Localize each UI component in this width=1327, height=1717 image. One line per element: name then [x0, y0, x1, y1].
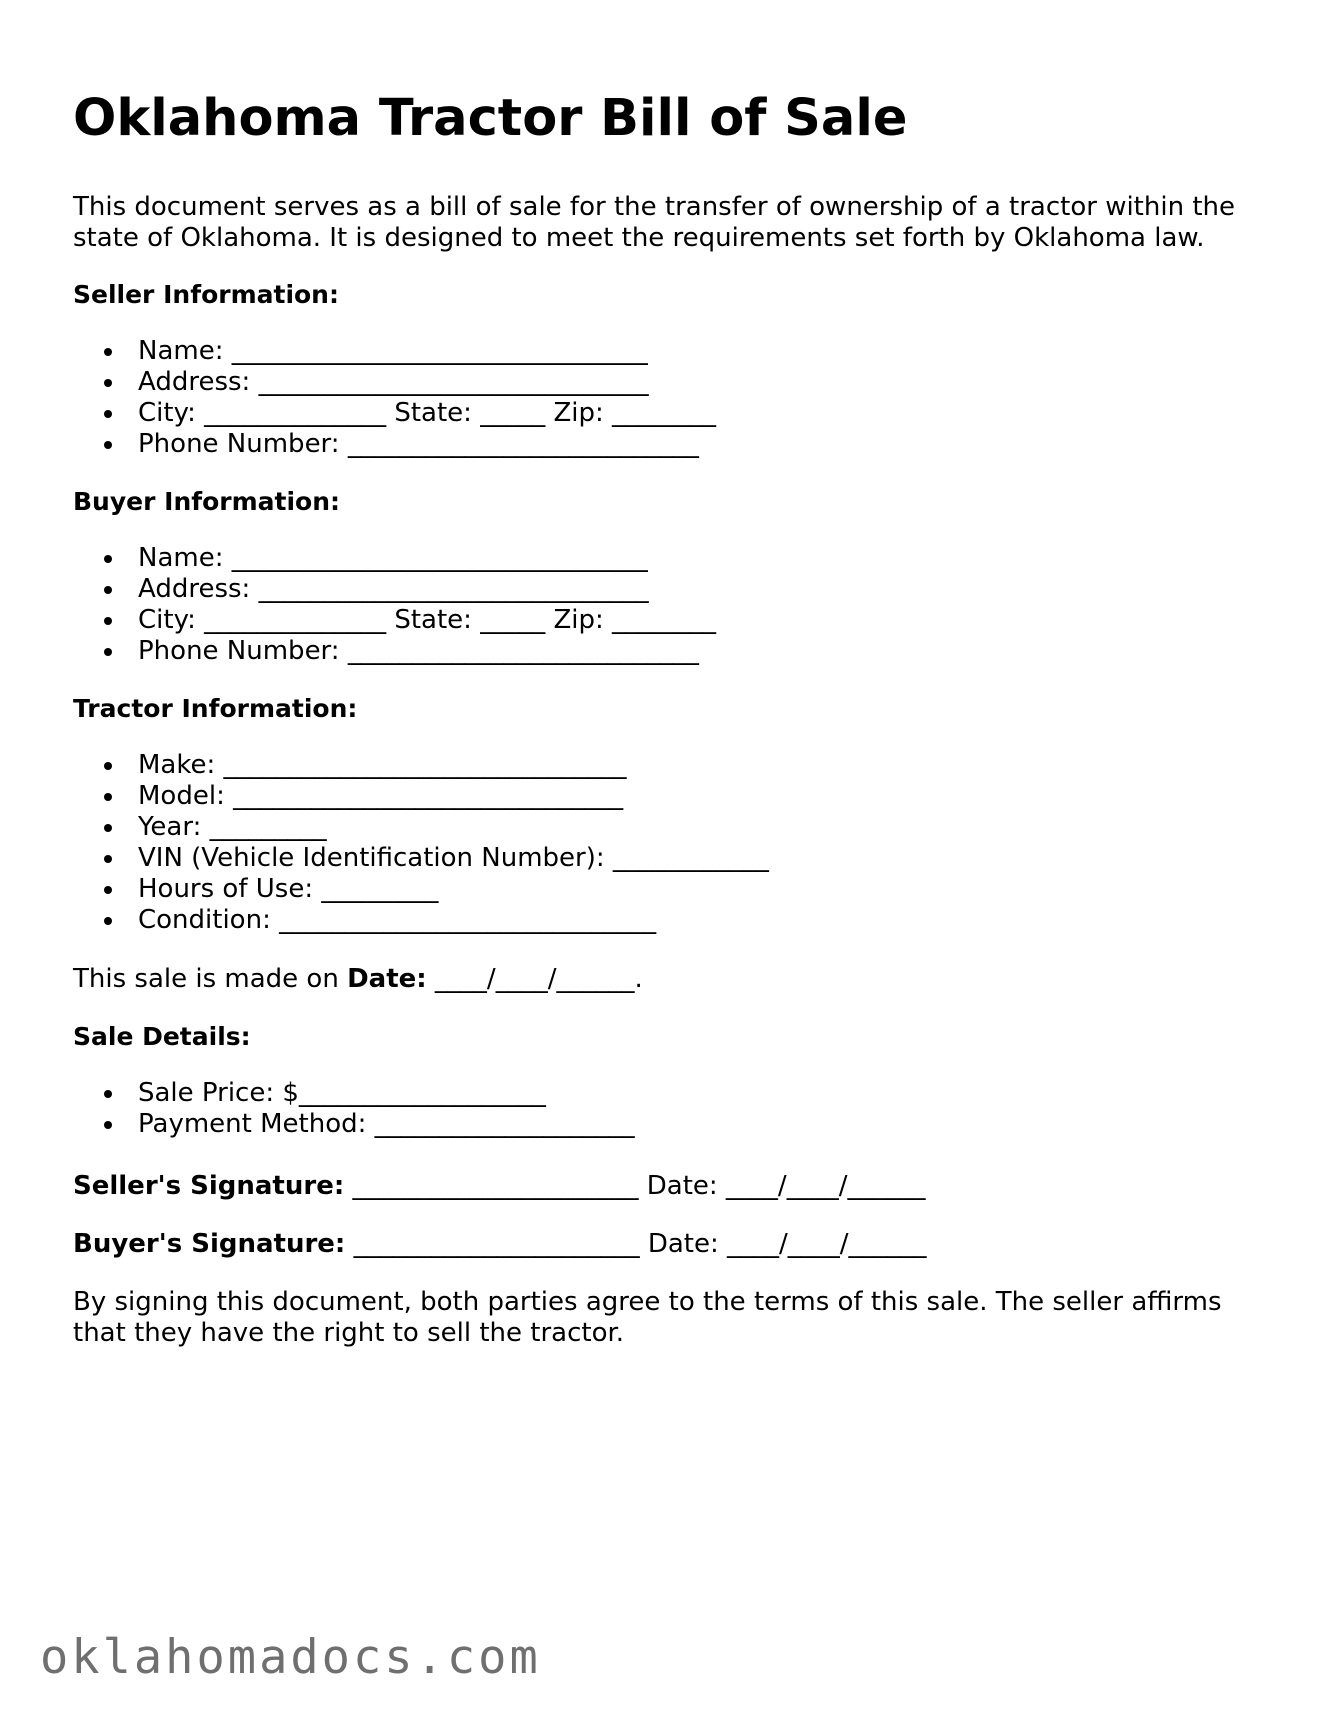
buyer-city-state-zip-field[interactable]: City: ______________ State: _____ Zip: ________ [138, 605, 717, 635]
seller-signature-field[interactable]: ______________________ Date: ____/____/______ [344, 1171, 926, 1201]
sale-date-field[interactable]: ____/____/______. [426, 964, 643, 994]
tractor-model-field[interactable]: Model: ______________________________ [138, 781, 769, 812]
tractor-fields-list [73, 750, 769, 936]
intro-paragraph: This document serves as a bill of sale for the transfer of ownership of a tractor within the state of Oklahoma. It is designed to meet the requirements set forth by Oklahoma law. [73, 192, 1235, 253]
payment-method-field[interactable]: Payment Method: ____________________ [138, 1109, 635, 1139]
buyer-signature-line [73, 1229, 927, 1260]
tractor-year-field[interactable]: Year: _________ [138, 812, 769, 843]
sale-date-prefix: This sale is made on [73, 964, 348, 994]
watermark: oklahomadocs.com [40, 1630, 541, 1685]
seller-signature-label: Seller's Signature: [73, 1171, 345, 1201]
seller-name-field[interactable]: Name: ________________________________ [138, 336, 716, 367]
tractor-hours-field[interactable]: Hours of Use: _________ [138, 874, 769, 905]
buyer-signature-label: Buyer's Signature: [73, 1229, 346, 1259]
sale-date-label: Date: [347, 964, 427, 994]
closing-paragraph: By signing this document, both parties agree to the terms of this sale. The seller affirms that they have the right to sell the tractor. [73, 1287, 1222, 1348]
tractor-heading: Tractor Information: [73, 694, 358, 723]
buyer-address-field[interactable]: Address: ______________________________ [138, 574, 716, 605]
buyer-phone-field[interactable]: Phone Number: ___________________________ [138, 636, 716, 667]
sale-details-list [73, 1078, 635, 1140]
seller-heading: Seller Information: [73, 280, 339, 309]
seller-address-field[interactable]: Address: ______________________________ [138, 367, 716, 398]
tractor-make-field[interactable]: Make: _______________________________ [138, 750, 769, 781]
sale-price-field[interactable]: Sale Price: $___________________ [138, 1078, 635, 1109]
seller-city-state-zip-field[interactable]: City: ______________ State: _____ Zip: ________ [138, 398, 717, 428]
sale-details-heading: Sale Details: [73, 1022, 251, 1051]
tractor-vin-field[interactable]: VIN (Vehicle Identification Number): ____________ [138, 843, 769, 873]
buyer-signature-field[interactable]: ______________________ Date: ____/____/______ [345, 1229, 927, 1259]
sale-date-line [73, 964, 643, 995]
seller-fields-list [73, 336, 716, 460]
tractor-condition-field[interactable]: Condition: _____________________________ [138, 905, 769, 936]
seller-signature-line [73, 1171, 925, 1202]
document-title: Oklahoma Tractor Bill of Sale [73, 89, 908, 148]
seller-phone-field[interactable]: Phone Number: ___________________________ [138, 429, 716, 460]
buyer-name-field[interactable]: Name: ________________________________ [138, 543, 716, 574]
buyer-heading: Buyer Information: [73, 487, 341, 516]
buyer-fields-list [73, 543, 716, 667]
